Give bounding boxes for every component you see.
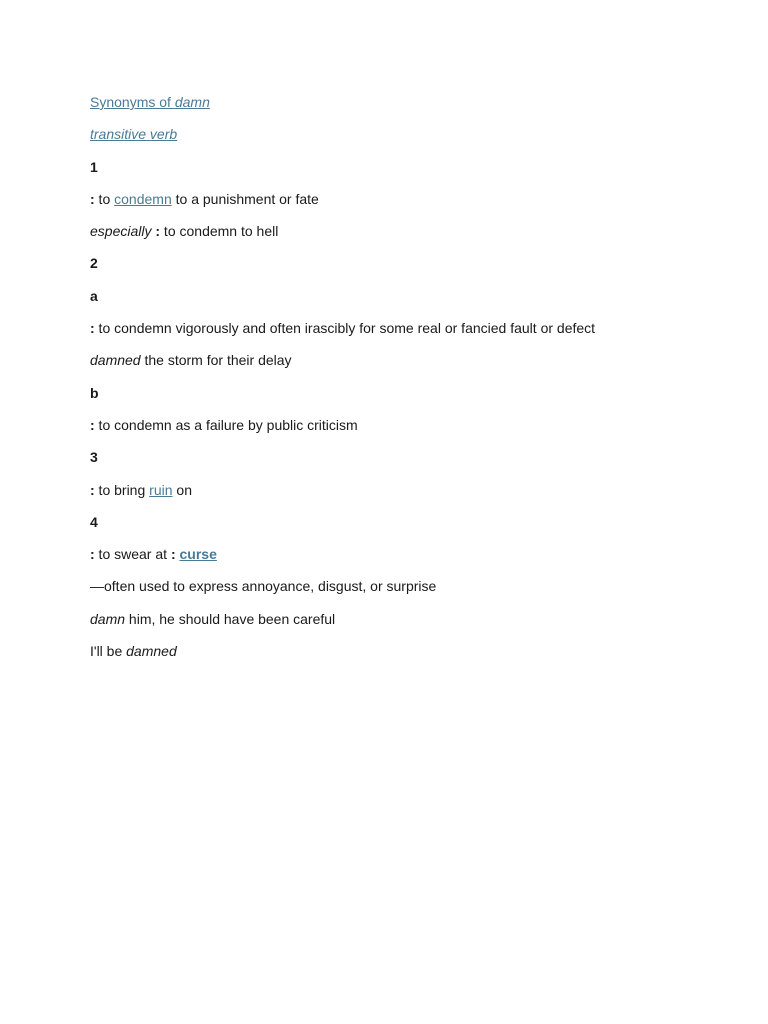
synonym-colon: : (170, 546, 176, 563)
sense-4-example-1 (90, 610, 730, 642)
example-text: him, he should have been careful (125, 610, 336, 627)
example-italic-word: damn (90, 610, 126, 627)
sense-2a-definition (90, 319, 730, 351)
sense-number-2: 2 (90, 255, 98, 272)
sense-4-definition (90, 545, 730, 577)
example-italic-word: damned (126, 643, 177, 660)
curse-link[interactable]: curse (179, 546, 217, 563)
subdefinition-text: to condemn to hell (160, 223, 279, 240)
definition-entry (90, 93, 730, 674)
sense-4-example-2 (90, 642, 730, 674)
definition-colon: : (90, 481, 95, 498)
definition-text-pre: to (94, 190, 115, 207)
part-of-speech-line (90, 125, 730, 157)
synonyms-link[interactable] (90, 94, 210, 110)
definition-colon: : (90, 190, 95, 207)
sense-2a-example (90, 351, 730, 383)
definition-colon: : (90, 320, 95, 337)
definition-text-pre: to bring (94, 481, 150, 498)
sense-1-definition (90, 190, 730, 222)
definition-colon: : (90, 416, 95, 433)
definition-text-post: on (172, 481, 192, 498)
definition-colon: : (90, 546, 95, 563)
synonyms-line (90, 93, 730, 125)
sense-3-definition (90, 481, 730, 513)
sense-2b-definition (90, 416, 730, 448)
subdefinition-label: especially (90, 223, 152, 240)
sense-letter-a: a (90, 287, 98, 304)
part-of-speech-link[interactable]: transitive verb (90, 126, 178, 143)
example-text: I'll be (90, 643, 127, 660)
definition-text-pre: to swear at (94, 546, 171, 563)
example-italic-word: damned (90, 352, 141, 369)
sense-number-3: 3 (90, 449, 98, 466)
synonyms-word: damn (174, 94, 210, 110)
definition-text: to condemn vigorously and often irascibly for some real or fancied fault or defect (94, 320, 596, 337)
example-text: the storm for their delay (140, 352, 292, 369)
sense-letter-b: b (90, 384, 99, 401)
definition-text: to condemn as a failure by public criticism (94, 416, 358, 433)
ruin-link[interactable]: ruin (149, 481, 173, 498)
subdefinition-colon: : (151, 223, 161, 240)
sense-number-1: 1 (90, 158, 98, 175)
usage-note: —often used to express annoyance, disgust, or surprise (90, 578, 437, 595)
condemn-link[interactable]: condemn (114, 190, 172, 207)
synonyms-prefix: Synonyms of (90, 94, 175, 110)
sense-number-4: 4 (90, 513, 98, 530)
sense-1-subdefinition (90, 222, 730, 254)
definition-text-post: to a punishment or fate (171, 190, 319, 207)
